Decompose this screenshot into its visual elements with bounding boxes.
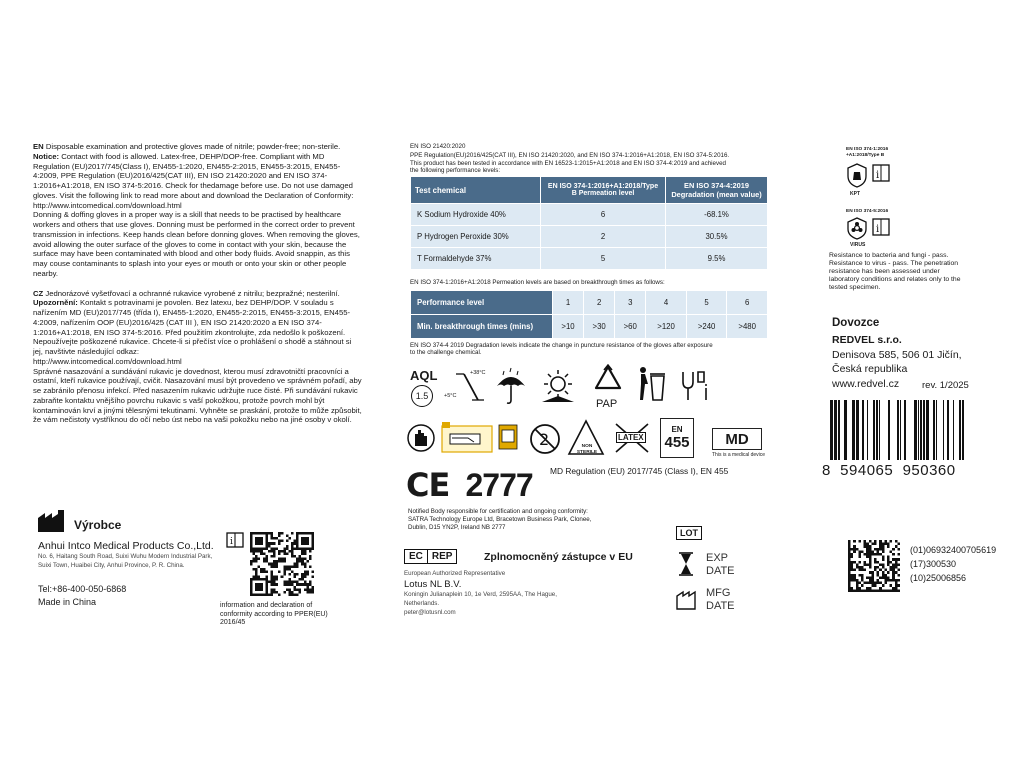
biohazard-icon [846,216,868,240]
en-url: http://www.intcomedical.com/download.html [33,200,182,210]
instructions-book-icon [226,532,244,548]
lot-badge: LOT [676,526,702,540]
ce-mark: CE 2777 [406,466,533,504]
notified-1: Notified Body responsible for certification and ongoing conformity: [408,508,588,515]
right-std-1: EN ISO 374-1:2016 [846,147,889,152]
cz-url: http://www.intcomedical.com/download.html [33,356,182,366]
mfg-text-1: MFG [706,587,731,599]
dispenser-box-icon [440,420,494,456]
right-std-1b: +A1:2018/Type B [846,153,885,158]
temp-low: +5°C [444,393,457,399]
packaging-badge-icon [498,424,518,450]
perf-header: Performance level [411,291,553,315]
table-row: P Hydrogen Peroxide 30% 2 30.5% [411,226,768,248]
ec-rep-badge: EC REP [404,549,457,564]
manufacturer-address-1: No. 6, Haitang South Road, Suixi Wuhu Modern Industrial Park, [38,553,213,560]
exp-text-1: EXP [706,552,729,564]
importer-heading: Dovozce [832,317,880,329]
rep-email: peter@lotusnl.com [404,609,456,616]
qr-caption: information and declaration of conformity according to PPER(EU) 2016/45 [220,602,328,627]
std-line-3: This product has been tested in accordance with EN 16523-1:2015+A1:2018 and EN ISO 374-4:2019 and achieved [410,160,726,167]
right-std-2: EN ISO 374-5:2016 [846,209,889,214]
instructions-text [33,142,363,425]
svg-text:i: i [230,537,233,547]
manufacture-date-icon [676,588,700,610]
importer-website: www.redvel.cz [832,378,900,390]
std-line-4: the following performance levels: [410,167,501,174]
md-caption: This is a medical device [712,452,766,458]
degradation-note-2: to the challenge chemical. [410,349,482,356]
en-body: Donning & doffing gloves in a proper way is a skill that needs to be practised by healthcare workers and others that use gloves. Donning must be performed in the correct order to prevent transmission in infections. Keep hands clean before donning gloves. When removing the gloves, avoid allowing the outer surface of the gloves to come in contact with your skin, because the surface may have been contaminated with blood and other body fluids. Avoid snappin, as this may couse contaminants to splash into your eyes or mouth or onto your skin or other people nearby. [33,210,360,278]
cz-intro: CZ Jednorázové vyšetřovací a ochranné rukavice vyrobené z nitrilu; bezpražné; nesterilní. [33,288,340,298]
std-line-1: EN ISO 21420:2020 [410,143,466,150]
rep-name: Lotus NL B.V. [404,579,462,590]
datamatrix-code [848,540,900,592]
table-row: Performance level 1 2 3 4 5 6 [411,291,768,315]
manufacturer-tel: Tel:+86-400-050-6868 [38,584,127,594]
manufacturer-name: Anhui Intco Medical Products Co.,Ltd. [38,540,214,552]
pap-label: PAP [596,398,618,410]
importer-address-2: Česká republika [832,363,908,375]
revision: rev. 1/2025 [922,380,969,391]
resistance-text: Resistance to bacteria and fungi - pass. Resistance to virus - pass. The penetration resistance has been assessed under laboratory conditions and relates only to the tested specimen. [829,252,961,291]
qr-code [250,532,314,596]
exp-text-2: DATE [706,565,735,577]
food-contact-icon [680,368,710,402]
rep-title: Zplnomocněný zástupce v EU [484,551,633,563]
chemical-table [410,176,768,270]
made-in: Made in China [38,597,97,607]
gs1-line-1: (01)06932400705619 [910,545,997,555]
md-regulation: MD Regulation (EU) 2017/745 (Class I), EN 455 [550,466,729,476]
factory-icon [38,510,66,532]
hourglass-icon [678,552,694,576]
rep-address-1: Koningin Julianaplein 10, 1e Verd, 2595AA, The Hague, [404,591,557,598]
keep-dry-umbrella-icon [494,366,528,406]
importer-address-1: Denisova 585, 506 01 Jičín, [832,349,962,361]
table-row: Min. breakthrough times (mins) >10 >30 >60 >120 >240 >480 [411,315,768,339]
std-line-2: PPE Regulation(EU)2016/425(CAT III), EN ISO 21420:2020, and EN ISO 374-1:2016+A1:2018, EN ISO 374-5:2016. [410,152,730,159]
rep-caption: European Authorized Representative [404,570,506,577]
info-book-icon [872,164,890,182]
virus-label: VIRUS [850,242,866,248]
chem-header-0: Test chemical [411,177,541,204]
aql-circle: 1.5 [411,385,433,407]
dispose-bin-icon [636,364,666,404]
svg-text:i: i [876,170,880,181]
permeation-note: EN ISO 374-1:2016+A1:2018 Permeation levels are based on breakthrough times as follows: [410,279,665,286]
importer-name: REDVEL s.r.o. [832,334,902,346]
svg-text:i: i [876,224,880,235]
protective-glove-icon [406,422,436,454]
chem-header-2: EN ISO 374-4:2019 Degradation (mean value) [666,177,768,204]
keep-away-sunlight-icon [538,366,578,406]
manufacturer-heading: Výrobce [74,518,122,532]
non-sterile-text: NON STERILE [576,444,598,455]
notified-3: Dublin, D15 YN2P, Ireland NB 2777 [408,524,506,531]
degradation-note-1: EN ISO 374-4 2019 Degradation levels indicate the change in puncture resistance of the gloves after exposure [410,342,713,349]
ean-number: 8 594065 950360 [822,462,956,479]
gs1-line-2: (17)300530 [910,559,957,569]
chemical-hazard-glove-icon [846,162,868,188]
en-notice: Notice: Contact with food is allowed. Latex-free, DEHP/DOP-free. Compliant with MD Regulation (EU)2017/745(Class I), EN455-1:2020, EN455-2:2015, EN455-3:2015, EN455-4:2009, PPE Regulation (EU)2016/425(CAT III), EN ISO 21420:2020 and EN ISO 374-1:2016+A1:2018, EN ISO 374-5:2016. Check for thedamage before use. Do not use damaged gloves. Visit the following link to read more about and download the Declaration of Conformity: [33,151,354,200]
manufacturer-address-2: Suixi Town, Huaibei City, Anhui Province, P. R. China. [38,562,185,569]
temp-high: +38°C [470,370,486,376]
mfg-text-2: DATE [706,600,735,612]
ean-barcode [830,400,972,460]
table-row: T Formaldehyde 37% 5 9.5% [411,248,768,270]
cz-notice: Upozornění: Kontakt s potravinami je povolen. Bez latexu, bez DEHP/DOP. V souladu s nařízením MD (EU)2017/745 (třída I), EN455-1:2020, EN455-2:2015, EN455-3:2015, EN455-4:2009, nařízením OOP (EU)2016/425 (CAT III ), EN ISO 21420:2020 a EN ISO 374-1:2016+A1:2018, EN ISO 374-5:2016. Před použitím zkontrolujte, zda nedošlo k poškození. Nepoužívejte poškozené rukavice. Chcete-li si přečíst více o prohlášení o shodě a stáhnout si jej, navštivte následující odkaz: [33,298,352,356]
table-row: K Sodium Hydroxide 40% 6 -68.1% [411,204,768,226]
info-book-icon-2 [872,218,890,236]
do-not-reuse-icon [528,422,562,456]
time-header: Min. breakthrough times (mins) [411,315,553,339]
notified-2: SATRA Technology Europe Ltd, Bracetown Business Park, Clonee, [408,516,592,523]
kpt-label: KPT [850,191,860,197]
svg-text:2: 2 [539,430,550,449]
gs1-line-3: (10)25006856 [910,573,967,583]
performance-table [410,290,768,339]
aql-label: AQL [410,368,438,383]
latex-text: LATEX [618,433,644,442]
md-badge: MD [712,428,762,450]
rep-address-2: Netherlands. [404,600,440,607]
cz-body: Správné nasazování a sundávání rukavic je dovednost, kterou musí zdravotničtí pracovníci a ostatní, kteří rukavice používají, cvičit. Nasazování musí být provedeno ve správném pořadí, aby se zabránilo přenosu infekcí. Před nasazením rukavic udržujte ruce čisté. Při sundávání rukavic zabraňte kontaktu vnějšího povrchu rukavic s vaší pokožkou, protože povrch mohl být kontaminován krví a jinými tělesnými tekutinami. Vyhněte se praskání, protože to může způsobit, že vám nečistoty vystříknou do očí nebo úst nebo na vaši pokožku nebo na jiné osoby v okolí. [33,366,362,425]
en-intro: EN Disposable examination and protective gloves made of nitrile; powder-free; non-sterile. [33,142,341,151]
chem-header-1: EN ISO 374-1:2016+A1:2018/Type B Permeation level [541,177,666,204]
en-455-badge: EN 455 [660,418,694,458]
recycling-icon [590,364,626,396]
